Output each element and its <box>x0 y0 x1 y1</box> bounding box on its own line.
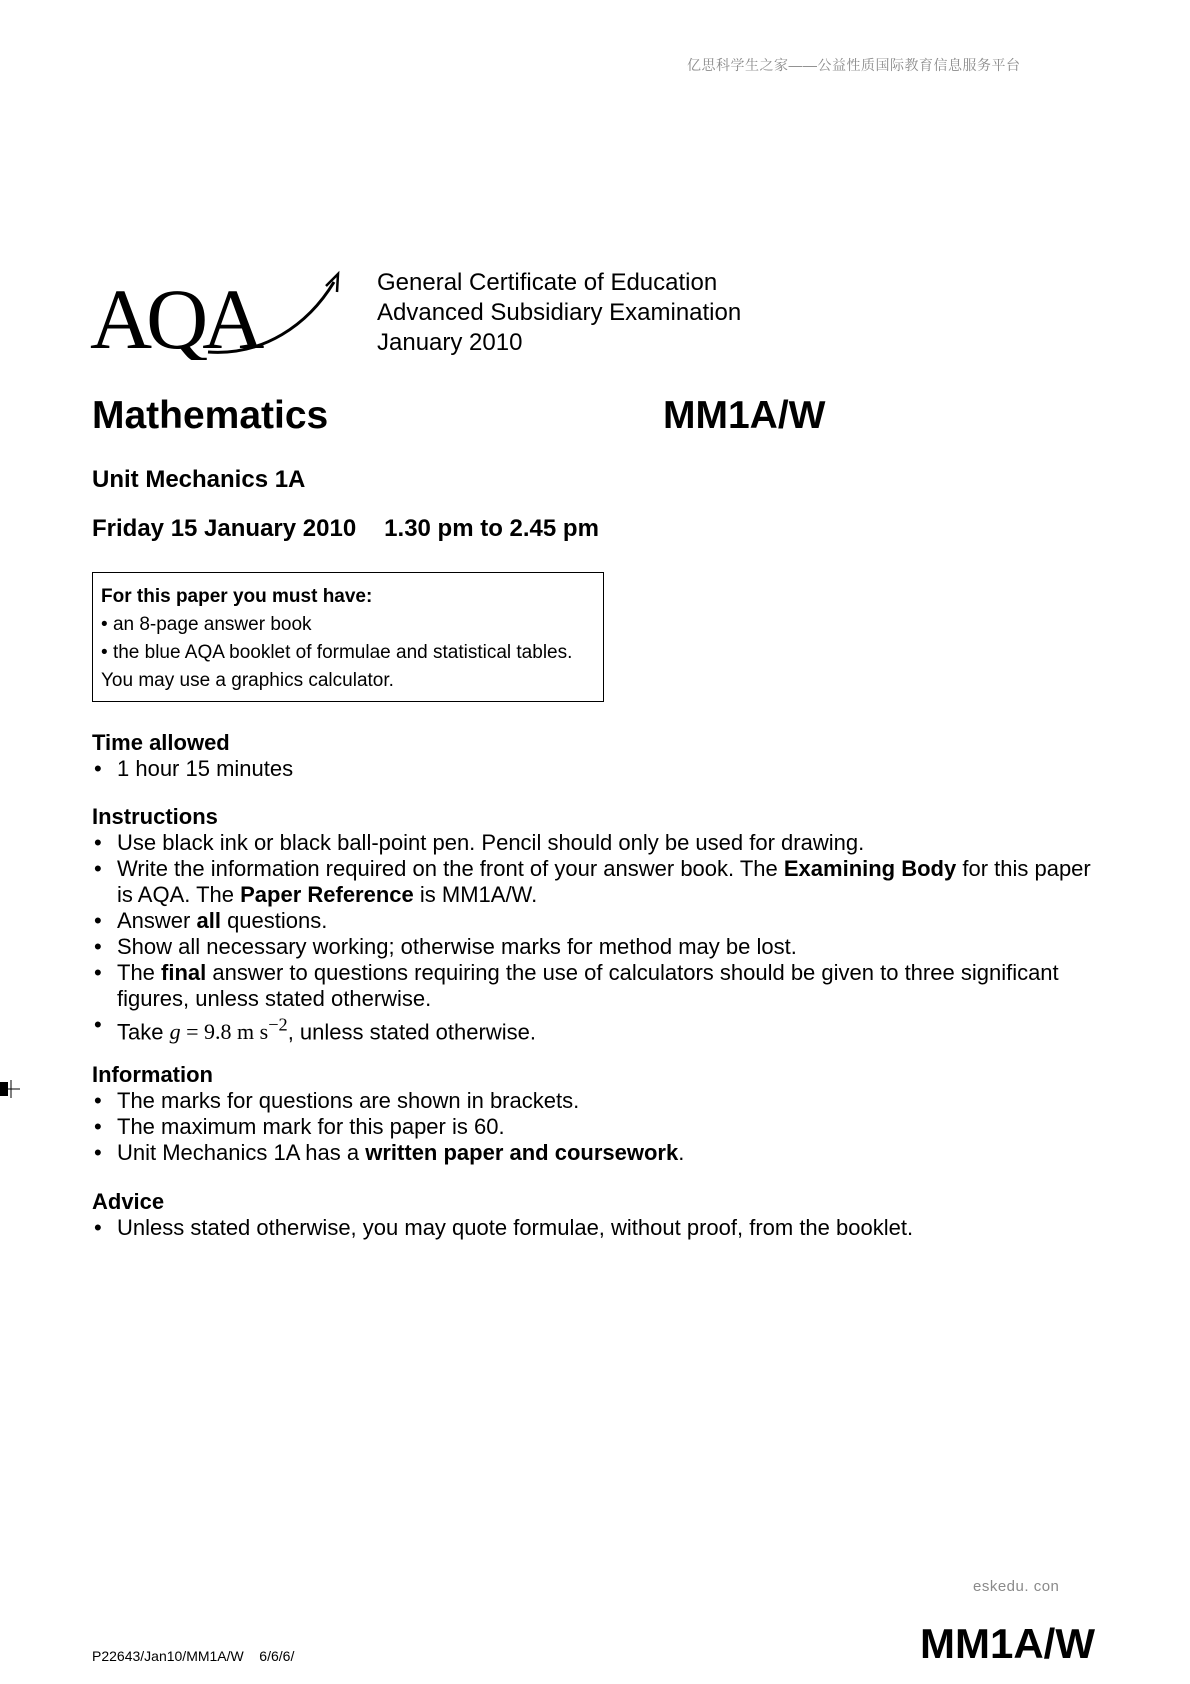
bullet-icon: • <box>94 856 102 881</box>
list-item: • Answer all questions. <box>94 908 328 933</box>
exam-date-time <box>92 515 599 543</box>
list-item: • Unit Mechanics 1A has a written paper and coursework. <box>94 1140 685 1165</box>
footer-paper-code: MM1A/W <box>920 1620 1095 1667</box>
bullet-icon: • <box>94 1114 102 1139</box>
instructions-heading: Instructions <box>92 804 218 829</box>
gravity-formula: g = 9.8 m $s^{-2}$ <box>169 1015 288 1045</box>
watermark-top: 亿思科学生之家——公益性质国际教育信息服务平台 <box>687 57 1021 73</box>
bullet-icon: • <box>101 642 108 663</box>
advice-heading: Advice <box>92 1189 165 1214</box>
list-item: • The maximum mark for this paper is 60. <box>94 1114 505 1139</box>
exam-line-3: January 2010 <box>377 329 523 356</box>
bullet-icon: • <box>94 1012 102 1037</box>
bullet-icon: • <box>94 1088 102 1113</box>
requirements-box <box>92 572 604 702</box>
subject-title: Mathematics <box>92 394 329 437</box>
advice-section <box>92 1189 1092 1241</box>
registration-mark-icon <box>0 1078 22 1105</box>
information-heading: Information <box>92 1062 213 1087</box>
list-item: • The marks for questions are shown in brackets. <box>94 1088 580 1113</box>
exam-date: Friday 15 January 2010 <box>92 515 357 542</box>
list-item: • Unless stated otherwise, you may quote formulae, without proof, from the booklet. <box>94 1215 914 1240</box>
exam-line-2: Advanced Subsidiary Examination <box>377 299 742 326</box>
exam-time: 1.30 pm to 2.45 pm <box>384 515 599 542</box>
list-item: • 1 hour 15 minutes <box>94 756 294 781</box>
unit-title: Unit Mechanics 1A <box>92 466 306 493</box>
instructions-section <box>92 804 1092 1045</box>
bullet-icon: • <box>94 934 102 959</box>
aqa-logo <box>88 270 348 365</box>
bullet-icon: • <box>94 1215 102 1240</box>
requirements-heading: For this paper you must have: <box>101 586 373 607</box>
list-item: • Take g = 9.8 m $s^{-2}$, unless stated otherwise. <box>94 1012 536 1045</box>
aqa-logo-text: AQA <box>90 271 259 360</box>
bullet-icon: • <box>101 614 108 635</box>
time-allowed-heading: Time allowed <box>92 730 230 755</box>
bullet-icon: • <box>94 1140 102 1165</box>
paper-code: MM1A/W <box>663 394 826 437</box>
time-allowed-section <box>92 730 1092 782</box>
list-item: • The final answer to questions requiring the use of calculators should be given to three significant figures, unless stated otherwise. <box>94 960 1059 1011</box>
bullet-icon: • <box>94 830 102 855</box>
bullet-icon: • <box>94 960 102 985</box>
watermark-bottom: eskedu. con <box>973 1578 1060 1595</box>
exam-title-block <box>377 268 741 358</box>
calculator-note: You may use a graphics calculator. <box>101 670 394 691</box>
information-section <box>92 1062 1092 1166</box>
list-item: • Show all necessary working; otherwise marks for method may be lost. <box>94 934 797 959</box>
requirement-item: • the blue AQA booklet of formulae and statistical tables. <box>101 642 573 663</box>
bullet-icon: • <box>94 908 102 933</box>
footer-reference: P22643/Jan10/MM1A/W 6/6/6/ <box>92 1648 295 1664</box>
aqa-logo-graphic <box>88 270 348 360</box>
bullet-icon: • <box>94 756 102 781</box>
list-item: • Use black ink or black ball-point pen. Pencil should only be used for drawing. <box>94 830 865 855</box>
requirement-item: • an 8-page answer book <box>101 614 312 635</box>
list-item: • Write the information required on the front of your answer book. The Examining Body for this paper is AQA. The Paper Reference is MM1A/W. <box>94 856 1091 907</box>
exam-line-1: General Certificate of Education <box>377 269 718 296</box>
